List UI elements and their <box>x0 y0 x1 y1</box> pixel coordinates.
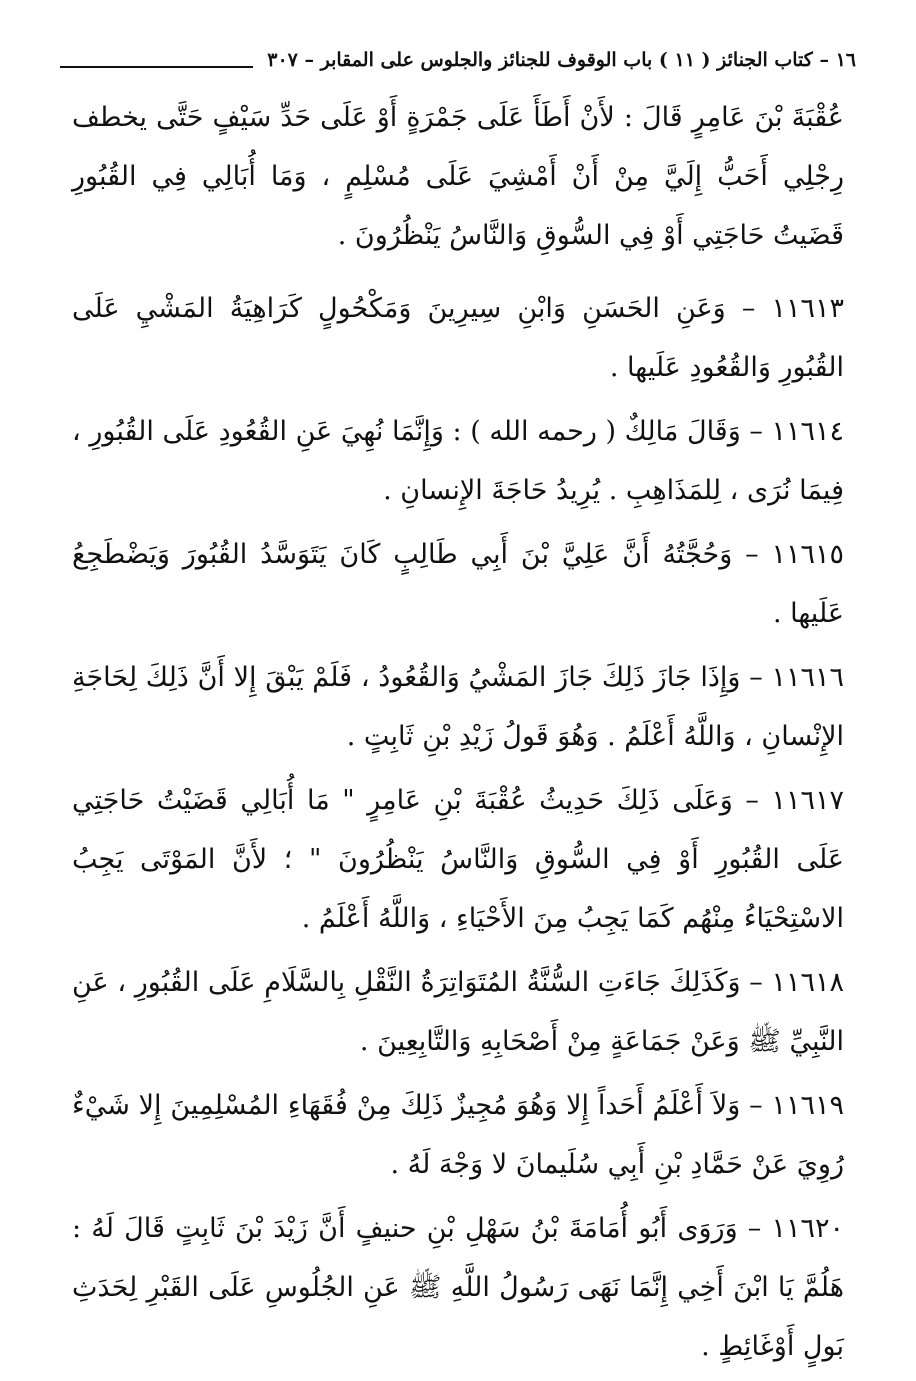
paragraph-11620 <box>72 1199 844 1376</box>
paragraph-text: وَعَلَى ذَلِكَ حَدِيثُ عُقْبَةَ بْنِ عَامِرٍ " مَا أُبَالِي قَضَيْتُ حَاجَتِي عَلَى القُبُورِ أَوْ فِي السُّوقِ وَالنَّاسُ يَنْظُرُونَ " ؛ لأَنَّ المَوْتَى يَجِبُ الاسْتِحْيَاءُ مِنْهُم كَمَا يَجِبُ مِنَ الأَحْيَاءِ ، وَاللَّهُ أَعْلَمُ . <box>72 785 844 934</box>
paragraph-11619 <box>72 1076 844 1194</box>
paragraph-11615 <box>72 525 844 643</box>
header-title: ١٦ – كتاب الجنائز ( ١١ ) باب الوقوف للجنائز والجلوس على المقابر – ٣٠٧ <box>267 49 856 71</box>
paragraph-number: ١١٦٢٠ – <box>747 1213 844 1244</box>
header-rule <box>60 66 253 68</box>
running-header <box>60 40 856 80</box>
paragraph-continuation <box>72 88 844 265</box>
paragraph-text: وَرَوَى أَبُو أُمَامَةَ بْنُ سَهْلِ بْنِ حنيفٍ أَنَّ زَيْدَ بْنَ ثَابِتٍ قَالَ لَهُ : هَلُمَّ يَا ابْنَ أَخِي إِنَّمَا نَهَى رَسُولُ اللَّهِ ﷺ عَنِ الجُلُوسِ عَلَى القَبْرِ لِحَدَثِ بَولٍ أَوْغَائِطٍ . <box>72 1213 844 1362</box>
paragraph-text: وَحُجَّتُهُ أَنَّ عَلِيَّ بْنَ أَبِي طَالِبٍ كَانَ يَتَوَسَّدُ القُبُورَ وَيَضْطَجِعُ عَلَيها . <box>72 539 844 629</box>
paragraph-11617 <box>72 771 844 948</box>
paragraph-number: ١١٦١٣ – <box>741 293 844 324</box>
paragraph-11613 <box>72 279 844 397</box>
paragraph-text: وَكَذَلِكَ جَاءَتِ السُّنَّةُ المُتَوَاتِرَةُ النَّقْلِ بِالسَّلَامِ عَلَى القُبُورِ ، عَنِ النَّبِيِّ ﷺ وَعَنْ جَمَاعَةٍ مِنْ أَصْحَابِهِ وَالتَّابِعِينَ . <box>72 967 844 1057</box>
paragraph-11614 <box>72 402 844 520</box>
paragraph-number: ١١٦١٩ – <box>749 1090 844 1121</box>
paragraph-number: ١١٦١٧ – <box>745 785 844 816</box>
paragraph-number: ١١٦١٨ – <box>749 967 844 998</box>
paragraph-text: وَعَنِ الحَسَنِ وَابْنِ سِيرِينَ وَمَكْحُولٍ كَرَاهِيَةُ المَشْيِ عَلَى القُبُورِ وَالقُعُودِ عَلَيها . <box>72 293 844 383</box>
paragraph-number: ١١٦١٤ – <box>749 416 845 447</box>
paragraph-text: وَلاَ أَعْلَمُ أَحَداً إِلا وَهُوَ مُجِيزٌ ذَلِكَ مِنْ فُقَهَاءِ المُسْلِمِينَ إِلا شَيْءٌ رُوِيَ عَنْ حَمَّادِ بْنِ أَبِي سُلَيمانَ لا وَجْهَ لَهُ . <box>72 1090 844 1180</box>
paragraph-11618 <box>72 953 844 1071</box>
paragraph-number: ١١٦١٥ – <box>745 539 844 570</box>
paragraph-text: وَقَالَ مَالِكٌ ( رحمه الله ) : وَإِنَّمَا نُهِيَ عَنِ القُعُودِ عَلَى القُبُورِ ، فِيمَا نُرَى ، لِلمَذَاهِبِ . يُرِيدُ حَاجَةَ الإِنسانِ . <box>72 416 844 506</box>
paragraph-11616 <box>72 648 844 766</box>
paragraph-text: عُقْبَةَ بْنَ عَامِرٍ قَالَ : لأَنْ أَطَأَ عَلَى جَمْرَةٍ أَوْ عَلَى حَدِّ سَيْفٍ حَتَّى يخطف رِجْلِي أَحَبُّ إِلَيَّ مِنْ أَنْ أَمْشِيَ عَلَى مُسْلِمٍ ، وَمَا أُبَالِي فِي القُبُورِ قَضَيتُ حَاجَتِي أَوْ فِي السُّوقِ وَالنَّاسُ يَنْظُرُونَ . <box>72 102 844 251</box>
paragraph-text: وَإِذَا جَازَ ذَلِكَ جَازَ المَشْيُ وَالقُعُودُ ، فَلَمْ يَبْقَ إِلا أَنَّ ذَلِكَ لِحَاجَةِ الإِنْسانِ ، وَاللَّهُ أَعْلَمُ . وَهُوَ قَولُ زَيْدِ بْنِ ثَابِتٍ . <box>72 662 844 752</box>
paragraph-number: ١١٦١٦ – <box>749 662 844 693</box>
body-text <box>72 88 844 1381</box>
